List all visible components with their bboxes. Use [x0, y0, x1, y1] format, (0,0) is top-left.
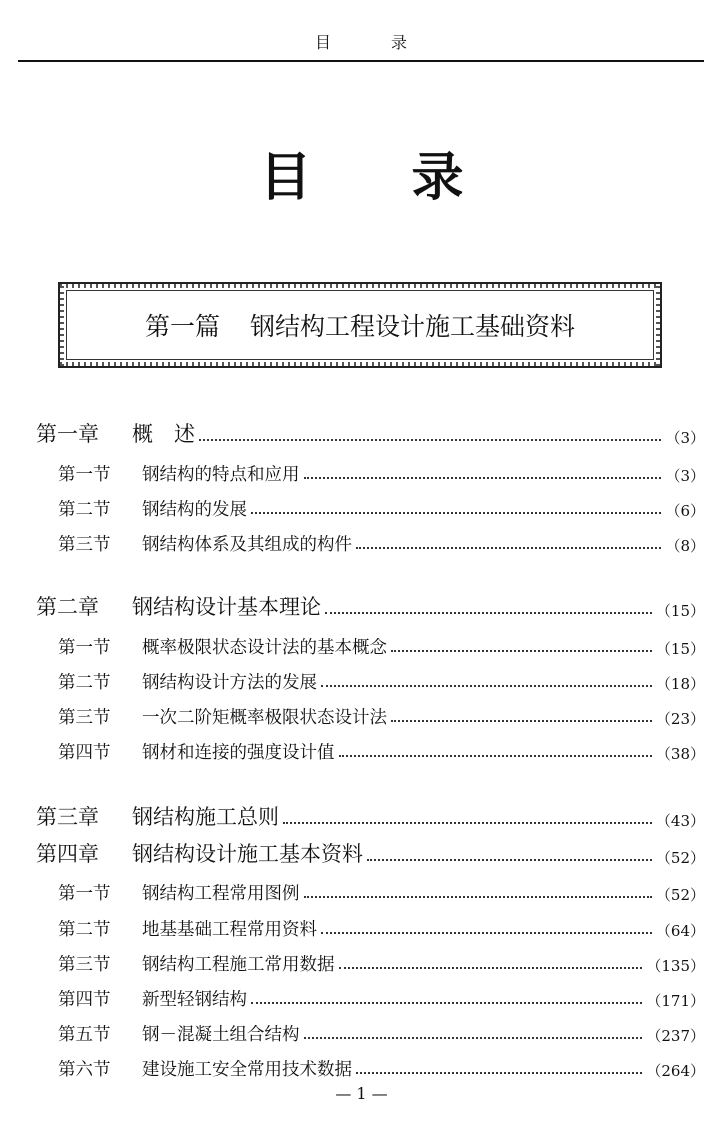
toc-section-entry[interactable]: [0, 734, 723, 764]
toc-entry-page: （23）: [655, 710, 705, 728]
toc-dot-leader: [356, 1072, 642, 1074]
toc-entry-title: 钢材和连接的强度设计值: [142, 743, 335, 763]
toc-chapter-entry[interactable]: [0, 418, 723, 448]
toc-entry-number: 第一节: [58, 884, 111, 904]
toc-entry-title: 地基基础工程常用资料: [142, 920, 317, 940]
toc-entry-page: （15）: [655, 640, 705, 658]
toc-entry-title: 钢结构施工总则: [132, 805, 279, 829]
toc-entry-title: 钢结构工程施工常用数据: [142, 955, 335, 975]
toc-dot-leader: [283, 822, 652, 824]
toc-entry-page: （15）: [655, 602, 705, 620]
toc-entry-page: （135）: [646, 957, 705, 975]
toc-entry-page: （264）: [646, 1062, 705, 1080]
toc-dot-leader: [391, 650, 652, 652]
toc-section-entry[interactable]: [0, 946, 723, 976]
toc-dot-leader: [325, 612, 652, 614]
toc-entry-number: 第二节: [58, 500, 111, 520]
toc-entry-title: 概 述: [132, 422, 195, 446]
toc-entry-page: （18）: [655, 675, 705, 693]
toc-chapter-entry[interactable]: [0, 591, 723, 621]
toc-entry-number: 第三节: [58, 955, 111, 975]
toc-entry-page: （237）: [646, 1027, 705, 1045]
toc-entry-page: （52）: [655, 849, 705, 867]
toc-entry-title: 建设施工安全常用技术数据: [142, 1060, 352, 1080]
toc-entry-number: 第二章: [36, 595, 99, 619]
toc-entry-title: 钢结构设计施工基本资料: [132, 842, 363, 866]
toc-section-entry[interactable]: [0, 875, 723, 905]
toc-dot-leader: [304, 896, 652, 898]
toc-entry-number: 第一节: [58, 638, 111, 658]
toc-dot-leader: [251, 512, 661, 514]
toc-entry-number: 第一节: [58, 465, 111, 485]
page-title: 目录: [259, 148, 564, 208]
toc-entry-title: 钢结构的特点和应用: [142, 465, 300, 485]
toc-entry-page: （6）: [665, 502, 705, 520]
part-title: 钢结构工程设计施工基础资料: [250, 312, 576, 341]
toc-entry-number: 第五节: [58, 1025, 111, 1045]
toc-entry-number: 第三节: [58, 708, 111, 728]
toc-entry-title: 概率极限状态设计法的基本概念: [142, 638, 387, 658]
toc-entry-number: 第二节: [58, 920, 111, 940]
toc-entry-page: （3）: [665, 467, 705, 485]
toc-dot-leader: [321, 685, 652, 687]
toc-entry-title: 钢结构体系及其组成的构件: [142, 535, 352, 555]
toc-entry-number: 第三章: [36, 805, 99, 829]
toc-dot-leader: [321, 932, 652, 934]
toc-dot-leader: [339, 755, 652, 757]
toc-section-entry[interactable]: [0, 1016, 723, 1046]
toc-entry-number: 第二节: [58, 673, 111, 693]
toc-section-entry[interactable]: [0, 1051, 723, 1081]
toc-entry-number: 第四节: [58, 743, 111, 763]
part-label: 第一篇: [144, 312, 220, 341]
toc-entry-title: 钢结构工程常用图例: [142, 884, 300, 904]
toc-section-entry[interactable]: [0, 664, 723, 694]
toc-entry-page: （52）: [655, 886, 705, 904]
toc-entry-number: 第六节: [58, 1060, 111, 1080]
toc-dot-leader: [356, 547, 661, 549]
toc-dot-leader: [304, 1037, 643, 1039]
toc-dot-leader: [199, 439, 661, 441]
toc-entry-page: （171）: [646, 992, 705, 1010]
toc-dot-leader: [367, 859, 652, 861]
toc-entry-number: 第一章: [36, 422, 99, 446]
toc-dot-leader: [339, 967, 643, 969]
toc-entry-title: 钢结构设计基本理论: [132, 595, 321, 619]
toc-dot-leader: [304, 477, 662, 479]
toc-section-entry[interactable]: [0, 456, 723, 486]
toc-entry-number: 第三节: [58, 535, 111, 555]
toc-dot-leader: [251, 1002, 642, 1004]
toc-entry-page: （3）: [665, 429, 705, 447]
toc-entry-title: 新型轻钢结构: [142, 990, 247, 1010]
toc-dot-leader: [391, 720, 652, 722]
page-number: — 1 —: [335, 1084, 388, 1103]
toc-entry-page: （38）: [655, 745, 705, 763]
toc-section-entry[interactable]: [0, 981, 723, 1011]
toc-section-entry[interactable]: [0, 491, 723, 521]
toc-section-entry[interactable]: [0, 526, 723, 556]
toc-entry-page: （64）: [655, 922, 705, 940]
toc-entry-page: （43）: [655, 812, 705, 830]
toc-chapter-entry[interactable]: [0, 838, 723, 868]
running-header: 目 录: [314, 33, 429, 52]
toc-section-entry[interactable]: [0, 629, 723, 659]
toc-entry-title: 一次二阶矩概率极限状态设计法: [142, 708, 387, 728]
toc-section-entry[interactable]: [0, 911, 723, 941]
toc-entry-number: 第四章: [36, 842, 99, 866]
toc-chapter-entry[interactable]: [0, 801, 723, 831]
toc-entry-title: 钢结构设计方法的发展: [142, 673, 317, 693]
toc-entry-title: 钢结构的发展: [142, 500, 247, 520]
toc-entry-title: 钢－混凝土组合结构: [142, 1025, 300, 1045]
toc-section-entry[interactable]: [0, 699, 723, 729]
toc-entry-page: （8）: [665, 537, 705, 555]
toc-entry-number: 第四节: [58, 990, 111, 1010]
